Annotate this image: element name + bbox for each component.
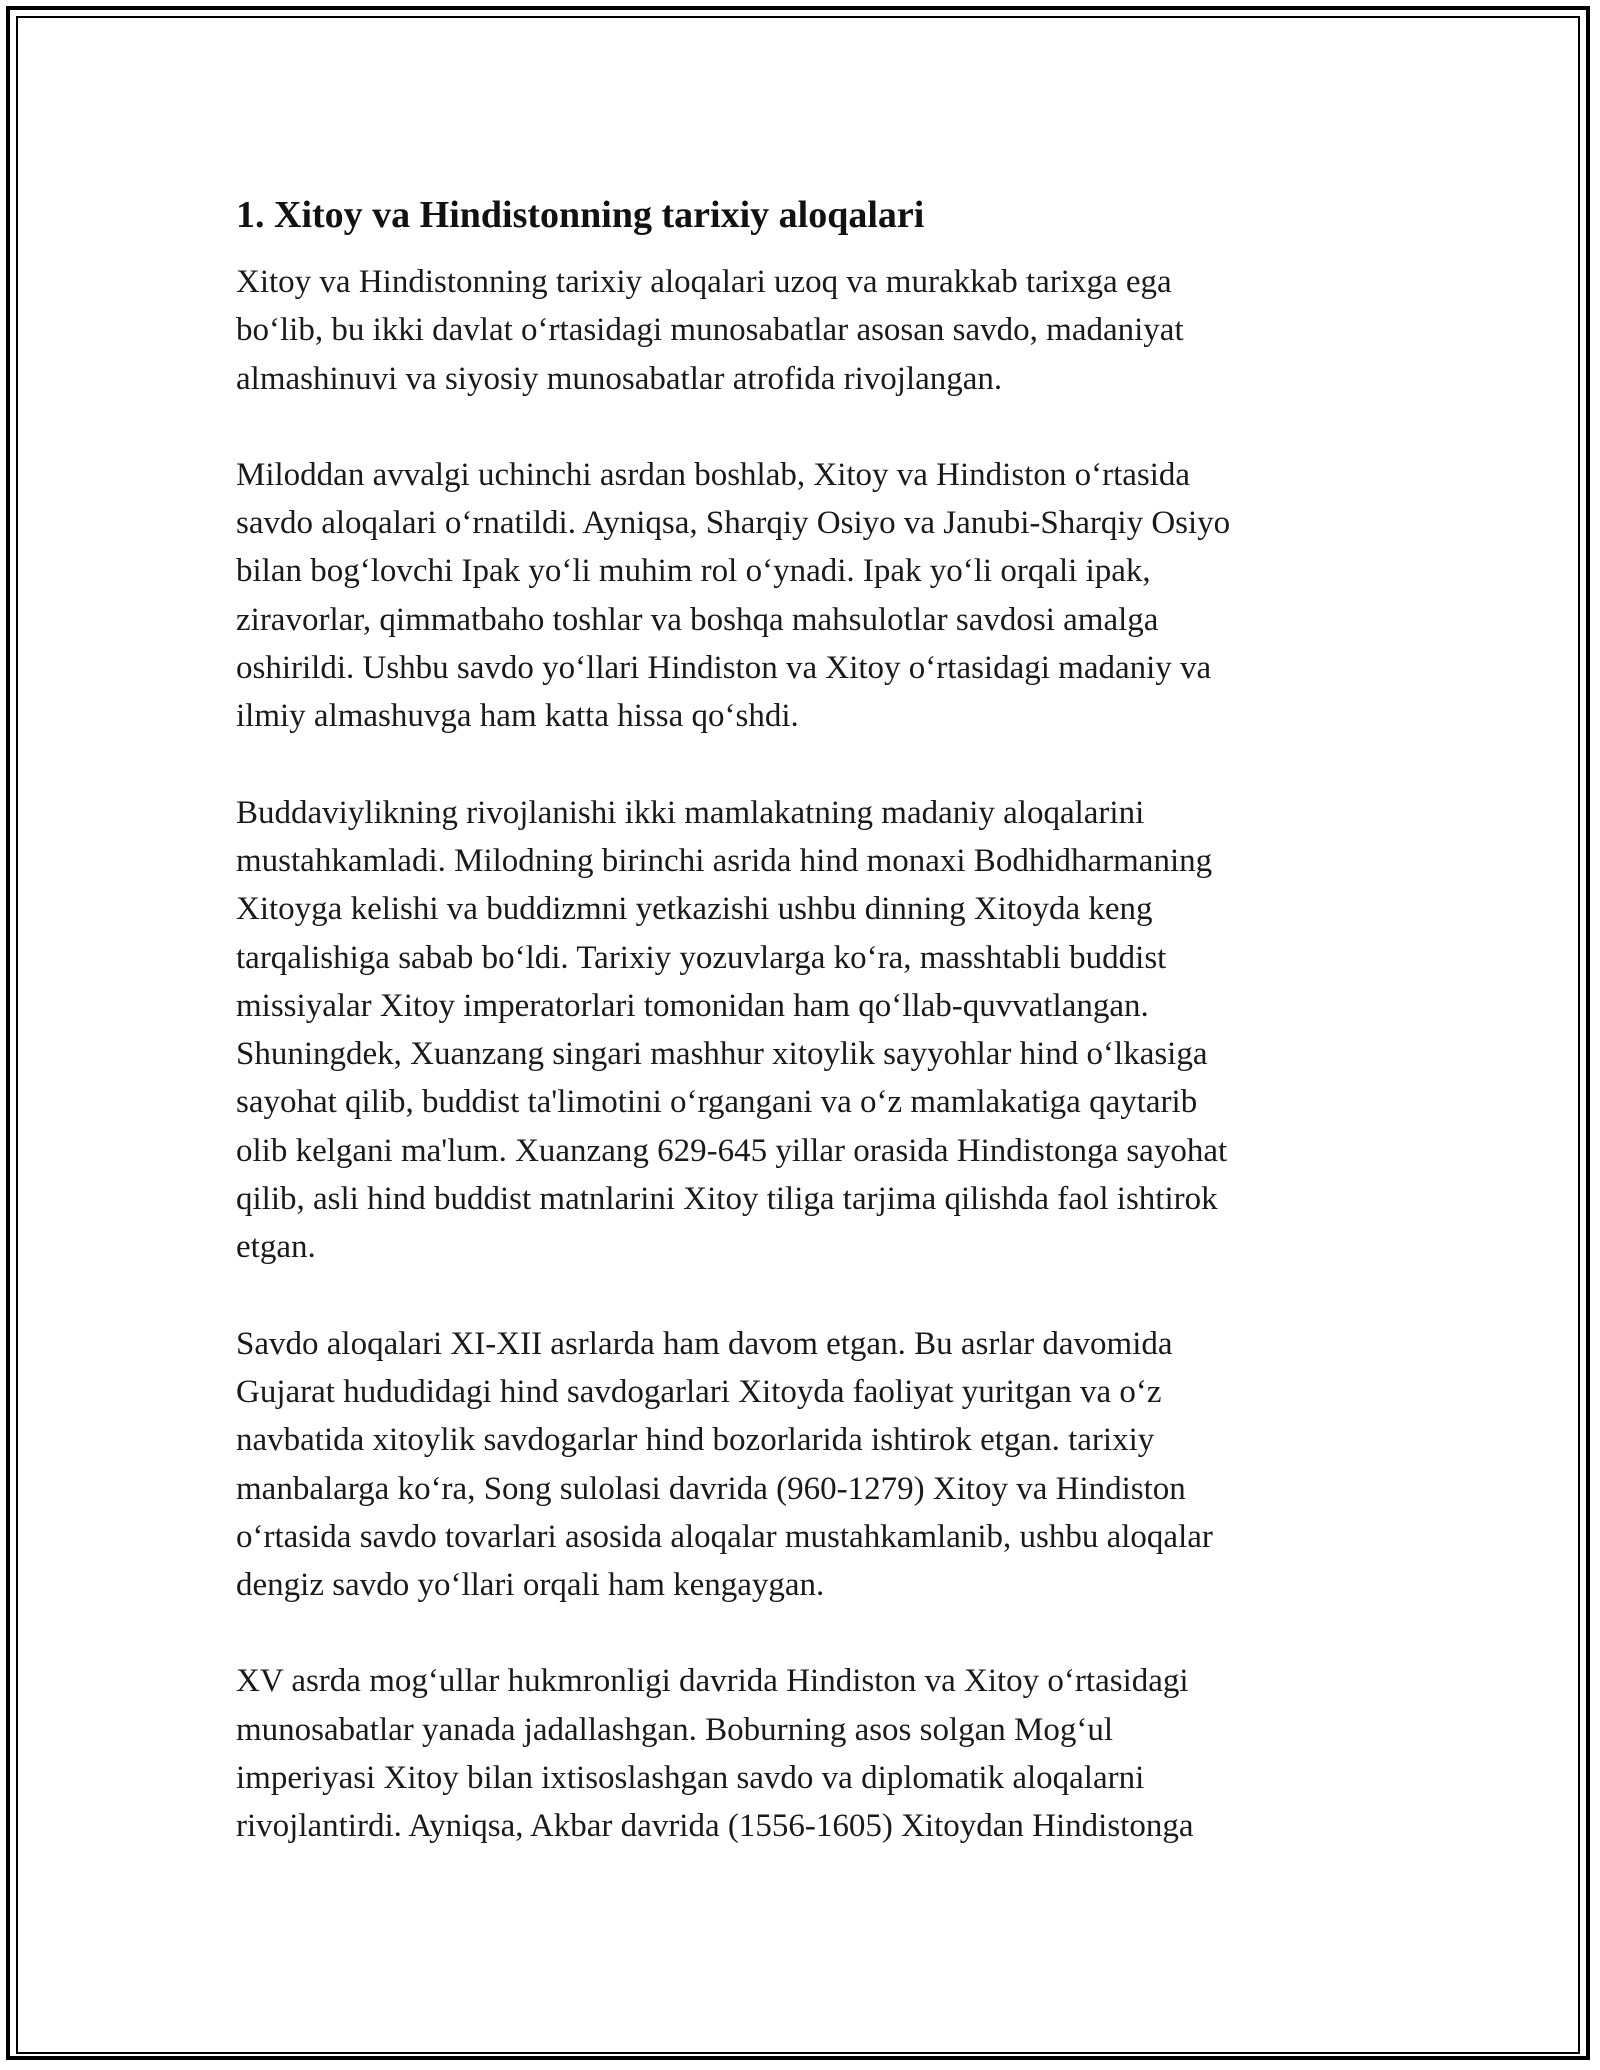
paragraph-3	[236, 789, 1356, 1272]
text-line: Xitoy va Hindistonning tarixiy aloqalari uzoq va murakkab tarixga ega	[236, 264, 1172, 300]
text-line: dengiz savdo yo‘llari orqali ham kengaygan.	[236, 1567, 825, 1604]
text-line: ilmiy almashuvga ham katta hissa qo‘shdi.	[236, 698, 799, 735]
text-line: navbatida xitoylik savdogarlar hind bozorlarida ishtirok etgan. tarixiy	[236, 1422, 1155, 1459]
text-line: Xitoyga kelishi va buddizmni yetkazishi ushbu dinning Xitoyda keng	[236, 891, 1153, 928]
text-line: imperiyasi Xitoy bilan ixtisoslashgan savdo va diplomatik aloqalarni	[236, 1760, 1145, 1797]
text-line: sayohat qilib, buddist ta'limotini o‘rgangani va o‘z mamlakatiga qaytarib	[236, 1084, 1198, 1121]
document-body	[236, 186, 1356, 1899]
text-line: mustahkamladi. Milodning birinchi asrida hind monaxi Bodhidharmaning	[236, 842, 1213, 879]
text-line: oshirildi. Ushbu savdo yo‘llari Hindiston va Xitoy o‘rtasidagi madaniy va	[236, 650, 1212, 687]
paragraph-5	[236, 1657, 1356, 1850]
text-line: etgan.	[236, 1229, 316, 1266]
text-line: Buddaviylikning rivojlanishi ikki mamlakatning madaniy aloqalarini	[236, 794, 1145, 831]
section-heading: 1. Xitoy va Hindistonning tarixiy aloqalari	[236, 194, 925, 236]
text-line: qilib, asli hind buddist matnlarini Xitoy tiliga tarjima qilishda faol ishtirok	[236, 1181, 1218, 1218]
text-line: Gujarat hududidagi hind savdogarlari Xitoyda faoliyat yuritgan va o‘z	[236, 1373, 1162, 1410]
text-line: rivojlantirdi. Ayniqsa, Akbar davrida (1556-1605) Xitoydan Hindistonga	[236, 1808, 1194, 1845]
text-line: Savdo aloqalari XI-XII asrlarda ham davom etgan. Bu asrlar davomida	[236, 1325, 1173, 1362]
text-line: bo‘lib, bu ikki davlat o‘rtasidagi munosabatlar asosan savdo, madaniyat	[236, 312, 1184, 349]
text-line: Shuningdek, Xuanzang singari mashhur xitoylik sayyohlar hind o‘lkasiga	[236, 1036, 1208, 1073]
text-line: tarqalishiga sabab bo‘ldi. Tarixiy yozuvlarga ko‘ra, masshtabli buddist	[236, 939, 1167, 976]
paragraph-4	[236, 1320, 1356, 1610]
text-line: munosabatlar yanada jadallashgan. Boburning asos solgan Mog‘ul	[236, 1711, 1114, 1748]
paragraph-2	[236, 451, 1356, 741]
text-line: olib kelgani ma'lum. Xuanzang 629-645 yillar orasida Hindistonga sayohat	[236, 1132, 1228, 1169]
text-line: savdo aloqalari o‘rnatildi. Ayniqsa, Sharqiy Osiyo va Janubi-Sharqiy Osiyo	[236, 505, 1231, 542]
text-line: manbalarga ko‘ra, Song sulolasi davrida (960-1279) Xitoy va Hindiston	[236, 1470, 1186, 1507]
text-line: missiyalar Xitoy imperatorlari tomonidan ham qo‘llab-quvvatlangan.	[236, 987, 1149, 1024]
text-line: XV asrda mog‘ullar hukmronligi davrida Hindiston va Xitoy o‘rtasidagi	[236, 1663, 1189, 1700]
text-line: Miloddan avvalgi uchinchi asrdan boshlab, Xitoy va Hindiston o‘rtasida	[236, 456, 1191, 493]
text-line: ziravorlar, qimmatbaho toshlar va boshqa mahsulotlar savdosi amalga	[236, 601, 1159, 638]
text-line: almashinuvi va siyosiy munosabatlar atrofida rivojlangan.	[236, 360, 1003, 397]
text-line: o‘rtasida savdo tovarlari asosida aloqalar mustahkamlanib, ushbu aloqalar	[236, 1518, 1213, 1555]
paragraph-1	[236, 258, 1356, 403]
text-line: bilan bog‘lovchi Ipak yo‘li muhim rol o‘ynadi. Ipak yo‘li orqali ipak,	[236, 553, 1151, 590]
